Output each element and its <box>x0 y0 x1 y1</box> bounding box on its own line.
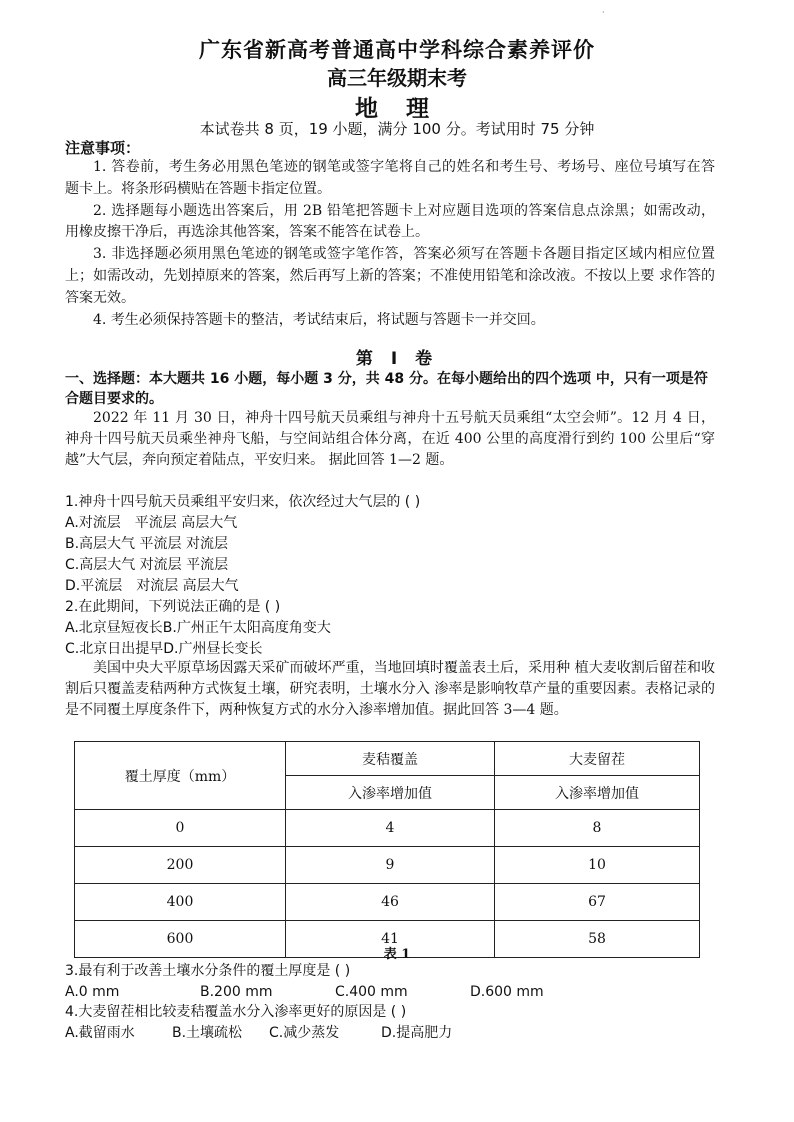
infiltration-table <box>74 741 700 958</box>
question-2 <box>65 597 715 660</box>
note-item: 4. 考生必须保持答题卡的整洁，考试结束后，将试题与答题卡一并交回。 <box>93 311 545 328</box>
exam-info: 本试卷共 8 页，19 小题，满分 100 分。考试用时 75 分钟 <box>199 120 595 138</box>
note-item: 3. 非选择题必须用黑色笔迹的钢笔或签字笔作答，答案必须写在答题卡各题目指定区域内相应位置 上；如需改动，先划掉原来的答案，然后再写上新的答案；不准使用铅笔和涂改液。不按以上要 求作答的答案无效。 <box>65 246 715 306</box>
option-c: C.减少蒸发 <box>269 1025 340 1041</box>
option-c: C.400 mm <box>335 984 408 1000</box>
sub-header-straw: 入渗率增加值 <box>286 776 495 810</box>
table-row: 400 46 67 <box>75 884 700 921</box>
notes-heading: 注意事项： <box>65 139 141 157</box>
option-ab: A.北京昼短夜长B.广州正午太阳高度角变大 <box>65 620 331 636</box>
table-row: 0 4 8 <box>75 810 700 847</box>
option-b: B.土壤疏松 <box>172 1025 243 1041</box>
exam-subtitle: 高三年级期末考 <box>327 66 467 90</box>
question-stem: 1.神舟十四号航天员乘组平安归来，依次经过大气层的 ( ) <box>65 494 421 510</box>
note-item: 1. 答卷前，考生务必用黑色笔迹的钢笔或签字笔将自己的姓名和考生号、考场号、座位号填写在答 题卡上。将条形码横贴在答题卡指定位置。 <box>65 159 715 197</box>
option-cd: C.北京日出提早D.广州昼长变长 <box>65 641 263 657</box>
question-stem: 2.在此期间，下列说法正确的是 ( ) <box>65 599 281 615</box>
passage-2: 美国中央大平原草场因露天采矿而破坏严重，当地回填时覆盖表土后，采用种 植大麦收割后留茬和收割后只覆盖麦秸两种方式恢复土壤，研究表明，土壤水分入 渗率是影响牧草产量的重要因素。表格记录的是不同覆土厚度条件下，两种恢复方式的水分入渗率增加值。据此回答 3—4 题。 <box>65 660 715 718</box>
exam-page: · 广东省新高考普通高中学科综合素养评价 高三年级期末考 地 理 本试卷共 8 页，19 小题，满分 100 分。考试用时 75 分钟 注意事项： 1. 答卷前，考生务必用黑色笔迹的钢笔或签字笔将自己的姓名和考生号、考场号、座位号填写在答 题卡上。将条形码横贴在答题卡指定位置。 2. 选择题每小题选出答案后，用 2B 铅笔把答题卡上对应题目选项的答案信息点涂黑；如需改动， 用橡皮擦干净后，再选涂其他答案，答案不能答在试卷上。 3. 非选择题必须用黑色笔迹的钢笔或签字笔作答，答案必须写在答题卡各题目指定区域内相应位置 上；如需改动，先划掉原来的答案，然后再写上新的答案；不准使用铅笔和涂改液。不按以上要 求作答的答案无效。 4. 考生必须保持答题卡的整洁，考试结束后，将试题与答题卡一并交回。 第 Ⅰ 卷 一、选择题：本大题共 16 小题，每小题 3 分，共 48 分。在每小题给出的四个选项 中，只有一项是符合题目要求的。 2022 年 11 月 30 日，神舟十四号航天员乘组与神舟十五号航天员乘组“太空会师”。12 月 4 日，神舟十四号航天员乘坐神舟飞船，与空间站组合体分离，在近 400 公里的高度滑行到约 100 公里后“穿越”大气层，奔向预定着陆点，平安归来。 据此回答 1—2 题。 1.神舟十四号航天员乘组平安归来，依次经过大气层的 ( ) A.对流层 平流层 高层大气 B.高层大气 平流层 对流层 C.高层大气 对流层 平流层 D.平流层 对流层 高层大气 2.在此期间，下列说法正确的是 ( ) A.北京昼短夜长B.广州正午太阳高度角变大 C.北京日出提早D.广州昼长变长 美国中央大平原草场因露天采矿而破坏严重，当地回填时覆盖表土后，采用种 植大麦收割后留茬和收割后只覆盖麦秸两种方式恢复土壤，研究表明，土壤水分入 渗率是影响牧草产量的重要因素。表格记录的是不同覆土厚度条件下，两种恢复方式的水分入渗率增加值。据此回答 3—4 题。 覆土厚度（mm） 麦秸覆盖 大麦留茬 入渗率增加值 入渗率增加值 0 4 8 200 9 10 400 46 67 600 41 58 表 1 3.最有利于改善土壤水分条件的覆土厚度是 ( ) A.0 mm B.200 mm C.400 mm D.600 mm 4.大麦留茬相比较麦秸覆盖水分入渗率更好的原因是 ( ) A.截留雨水 B.土壤疏松 C.减少蒸发 D.提高肥力 <box>0 0 794 1122</box>
table-row: 600 41 58 <box>75 921 700 958</box>
option-a: A.截留雨水 <box>65 1025 135 1041</box>
option-c: C.高层大气 对流层 平流层 <box>65 557 229 573</box>
exam-title: 广东省新高考普通高中学科综合素养评价 <box>199 37 595 62</box>
option-b: B.高层大气 平流层 对流层 <box>65 536 228 552</box>
option-a: A.对流层 平流层 高层大气 <box>65 515 238 531</box>
subject-title: 地 理 <box>354 95 439 122</box>
option-d: D.600 mm <box>470 984 544 1000</box>
question-stem: 4.大麦留茬相比较麦秸覆盖水分入渗率更好的原因是 ( ) <box>65 1004 407 1020</box>
question-4 <box>65 1002 715 1044</box>
note-item: 2. 选择题每小题选出答案后，用 2B 铅笔把答题卡上对应题目选项的答案信息点涂黑；如需改动， 用橡皮擦干净后，再选涂其他答案，答案不能答在试卷上。 <box>65 202 715 241</box>
option-b: B.200 mm <box>200 984 273 1000</box>
part-instructions: 一、选择题：本大题共 16 小题，每小题 3 分，共 48 分。在每小题给出的四个选项 中，只有一项是符合题目要求的。 <box>65 371 708 407</box>
section-title: 第 Ⅰ 卷 <box>355 349 439 369</box>
option-d: D.平流层 对流层 高层大气 <box>65 578 239 594</box>
table-caption: 表 1 <box>383 947 411 962</box>
col-header-thickness: 覆土厚度（mm） <box>75 742 286 810</box>
notes-list <box>65 157 715 331</box>
option-a: A.0 mm <box>65 984 120 1000</box>
passage-1: 2022 年 11 月 30 日，神舟十四号航天员乘组与神舟十五号航天员乘组“太空会师”。12 月 4 日，神舟十四号航天员乘坐神舟飞船，与空间站组合体分离，在近 400 公里的高度滑行到约 100 公里后“穿越”大气层，奔向预定着陆点，平安归来。 据此回答 1—2 题。 <box>65 410 715 468</box>
option-d: D.提高肥力 <box>381 1025 453 1041</box>
col-header-straw: 麦秸覆盖 <box>286 742 495 776</box>
question-stem: 3.最有利于改善土壤水分条件的覆土厚度是 ( ) <box>65 963 351 979</box>
table-row: 200 9 10 <box>75 847 700 884</box>
question-1 <box>65 492 715 597</box>
sub-header-stubble: 入渗率增加值 <box>495 776 700 810</box>
col-header-stubble: 大麦留茬 <box>495 742 700 776</box>
question-3 <box>65 961 715 1003</box>
